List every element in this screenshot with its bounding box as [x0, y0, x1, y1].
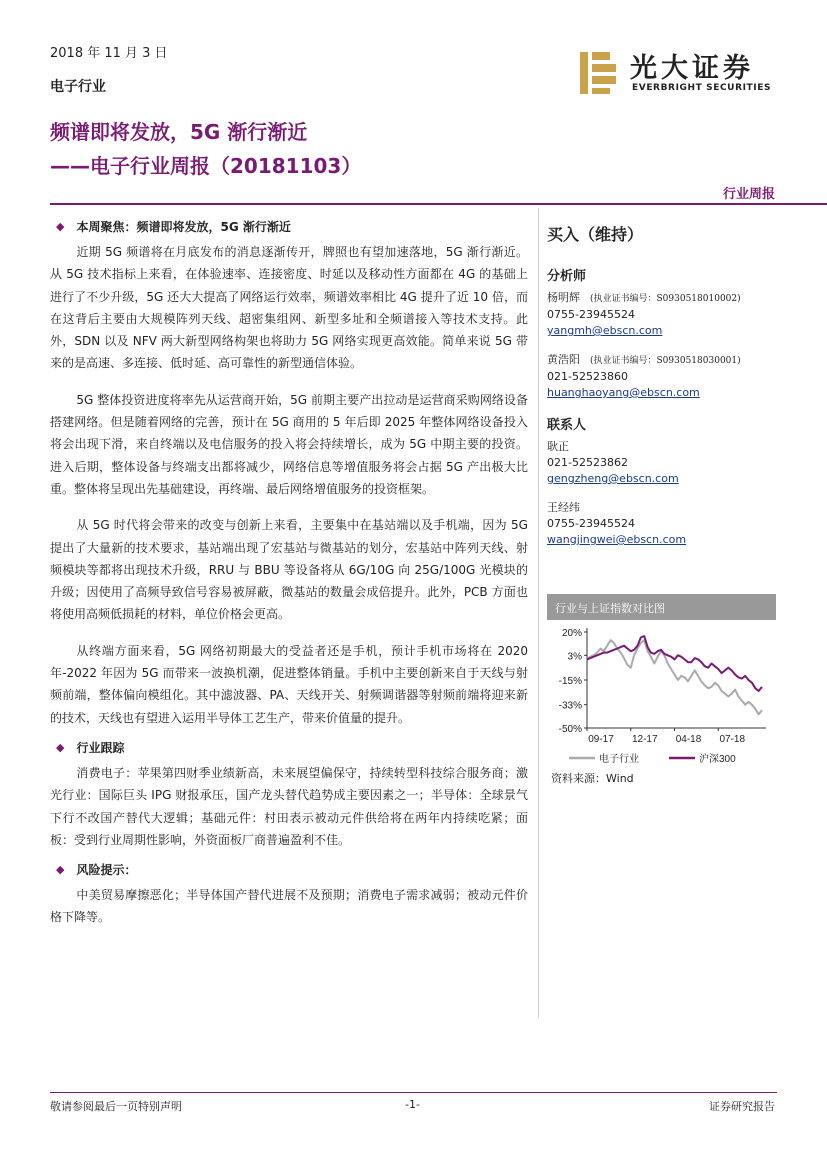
- report-type-label: 行业周报: [722, 187, 775, 202]
- index-comparison-chart: [547, 620, 776, 770]
- chart-x-tick-label: 07-18: [719, 734, 746, 745]
- chart-source: 资料来源：Wind: [551, 772, 634, 785]
- chart-x-tick-label: 12-17: [631, 734, 658, 745]
- tracking-paragraph: 消费电子：苹果第四财季业绩新高，未来展望偏保守，持续转型科技综合服务商；激光行业：国际巨头 IPG 财报承压，国产龙头替代趋势成主要因素之一；半导体：全球景气下行不改国产替代大逻辑；基础元件：村田表示被动元件供给将在两年内持续吃紧；面板：受到行业周期性影响，外资面板厂商普遍盈利不佳。: [50, 765, 528, 847]
- analyst-card: [547, 352, 787, 401]
- risk-paragraph: 中美贸易摩擦恶化；半导体国产替代进展不及预期；消费电子需求减弱；被动元件价格下降等。: [50, 888, 528, 925]
- chart-y-tick-label: 3%: [567, 651, 582, 663]
- diamond-bullet-icon: ◆: [56, 740, 65, 754]
- chart-y-tick-label: 20%: [561, 628, 582, 639]
- diamond-bullet-icon: ◆: [56, 220, 65, 233]
- industry-label: 电子行业: [50, 79, 106, 95]
- logo-english-name: EVERBRIGHT SECURITIES: [632, 83, 772, 93]
- chart-legend-label: 电子行业: [599, 754, 639, 765]
- report-subtitle: ——电子行业周报（20181103）: [50, 154, 362, 178]
- risk-heading: [56, 861, 528, 878]
- logo-mark-icon: [578, 50, 622, 96]
- chart-series-line-1: [587, 636, 762, 691]
- footer-doc-type: 证券研究报告: [709, 1100, 775, 1113]
- focus-paragraph-2: 5G 整体投资进度将率先从运营商开始，5G 前期主要产出拉动是运营商采购网络设备搭建网络。但是随着网络的完善，预计在 5G 商用的 5 年后即 2025 年整体网络设备投入将会出现下滑，来自终端以及电信服务的投入将会持续增长，成为 5G 中期主要的投资。进入后期，整体设备与终端支出都将减少，网络信息等增值服务将会占据 5G 产出极大比重。整体将呈现出先基础建设，再终端、最后网络增值服务的投资框架。: [50, 392, 528, 496]
- column-divider: [538, 208, 539, 1018]
- sidebar: [547, 222, 787, 561]
- contact-phone: 021-52523862: [547, 456, 628, 469]
- focus-paragraph-3: 从 5G 时代将会带来的改变与创新上来看，主要集中在基站端以及手机端，因为 5G 提出了大量新的技术要求，基站端出现了宏基站与微基站的划分，宏基站中阵列天线、射频模块等都将出现技术升级，RRU 与 BBU 等设备将从 6G/10G 向 25G/100G 光模块的升级；因使用了高频导致信号容易被屏蔽，微基站的数量会成倍提升。此外，PCB 方面也将使用高频低损耗的材料，单位价格会更高。: [50, 518, 528, 622]
- page-number: -1-: [405, 1098, 420, 1111]
- analyst-name: 黄浩阳: [547, 353, 580, 366]
- contacts-heading: 联系人: [547, 418, 587, 433]
- diamond-bullet-icon: ◆: [56, 863, 65, 877]
- contact-card: [547, 500, 787, 548]
- footer-divider: [50, 1092, 777, 1093]
- analyst-email[interactable]: yangmh@ebscn.com: [547, 324, 663, 337]
- analyst-email[interactable]: huanghaoyang@ebscn.com: [547, 386, 700, 399]
- main-column: [50, 212, 528, 943]
- report-date: 2018 年 11 月 3 日: [50, 46, 168, 61]
- analysts-heading: 分析师: [547, 269, 587, 284]
- chart-title-bar: [547, 594, 776, 620]
- everbright-logo: [578, 50, 778, 96]
- analyst-card: [547, 290, 787, 339]
- chart-legend-label: 沪深300: [699, 754, 736, 765]
- report-title: 频谱即将发放，5G 渐行渐近: [50, 120, 308, 144]
- investment-rating: 买入（维持）: [547, 225, 644, 244]
- chart-series-line-0: [587, 640, 762, 714]
- analyst-name: 杨明辉: [547, 291, 580, 304]
- tracking-heading: [56, 739, 528, 756]
- risk-heading-text: 风险提示：: [76, 863, 137, 878]
- focus-paragraph-1: 近期 5G 频谱将在月底发布的消息逐渐传开，牌照也有望加速落地，5G 渐行渐近。从 5G 技术指标上来看，在体验速率、连接密度、时延以及移动性方面都在 4G 的基础上进行了不少升级，5G 还大大提高了网络运行效率，频谱效率相比 4G 提升了近 10 倍，而在这背后主要由大规模阵列天线、超密集组网、新型多址和全频谱接入等技术支持。此外，SDN 以及 NFV 两大新型网络构架也将助力 5G 网络实现更高效能。简单来说 5G 带来的是高速、多连接、低时延、高可靠性的新型通信体验。: [50, 245, 528, 371]
- contact-name: 耿正: [547, 440, 569, 453]
- focus-paragraph-4: 从终端方面来看，5G 网络初期最大的受益者还是手机，预计手机市场将在 2020 年-2022 年因为 5G 而带来一波换机潮，促进整体销量。手机中主要创新来自于天线与射频前端，整体偏向模组化。其中滤波器、PA、天线开关、射频调谐器等射频前端将迎来新的技术，天线也有望进入运用半导体工艺生产，带来价值量的提升。: [50, 643, 528, 725]
- tracking-heading-text: 行业跟踪: [76, 740, 125, 755]
- chart-y-tick-label: -33%: [558, 700, 582, 712]
- header-divider: [50, 203, 827, 205]
- contact-phone: 0755-23945524: [547, 517, 635, 530]
- footer-disclaimer: 敬请参阅最后一页特别声明: [50, 1100, 182, 1113]
- chart-x-tick-label: 09-17: [588, 734, 614, 745]
- contact-card: [547, 439, 787, 487]
- chart-y-tick-label: -50%: [558, 724, 582, 735]
- chart-x-tick-label: 04-18: [675, 734, 702, 745]
- analyst-cert: (执业证书编号：S0930518030001): [590, 356, 741, 366]
- contact-email[interactable]: wangjingwei@ebscn.com: [547, 533, 687, 546]
- logo-chinese-name: 光大证券: [630, 53, 754, 84]
- contact-name: 王经纬: [547, 501, 580, 514]
- chart-y-tick-label: -15%: [558, 676, 582, 687]
- focus-heading-text: 本周聚焦：频谱即将发放，5G 渐行渐近: [76, 220, 291, 234]
- analyst-cert: (执业证书编号：S0930518010002): [590, 294, 741, 304]
- analyst-phone: 021-52523860: [547, 370, 628, 383]
- analyst-phone: 0755-23945524: [547, 308, 635, 321]
- focus-heading: [56, 218, 528, 235]
- contact-email[interactable]: gengzheng@ebscn.com: [547, 472, 679, 485]
- chart-title: 行业与上证指数对比图: [555, 602, 665, 615]
